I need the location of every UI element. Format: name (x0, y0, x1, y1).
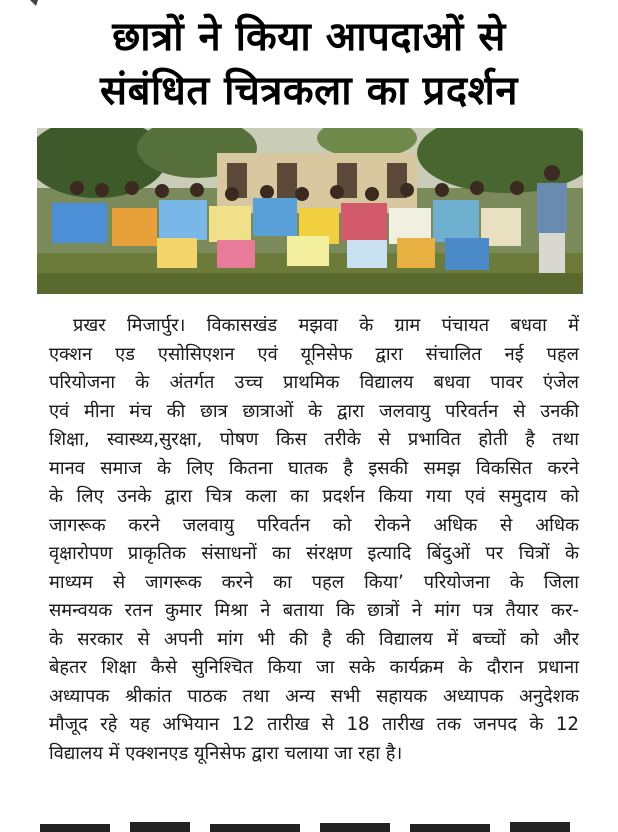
article-body-line: विद्यालय में एक्शनएड यूनिसेफ द्वारा चलाया जा रहा है। (49, 742, 403, 764)
article-body-line: के लिए उनके द्वारा चित्र कला का प्रदर्शन किया गया एवं समुदाय को (49, 486, 579, 507)
article-body-line: वृक्षारोपण प्राकृतिक संसाधनों का संरक्षण इत्यादि बिंदुओं पर चित्रों के (49, 543, 579, 564)
article-body-line: अध्यापक श्रीकांत पाठक तथा अन्य सभी सहायक अध्यापक अनुदेशक (49, 685, 579, 707)
article-body-line: माध्यम से जागरूक करने का पहल किया’ परियोजना के जिला (49, 571, 579, 593)
article-body-line: मानव समाज के लिए कितना घातक है इसकी समझ विकसित करने (49, 457, 579, 479)
article-body-line: प्रखर मिजार्पुर। विकासखंड मझवा के ग्राम पंचायत बधवा में (73, 315, 579, 336)
next-article-cutoff (0, 818, 618, 832)
article-body-line: के सरकार से अपनी मांग भी की है की विद्यालय में बच्चों को और (49, 628, 579, 650)
news-photo-students-with-paintings (37, 128, 583, 294)
corner-fragment-mark (0, 0, 48, 10)
article-body-line: एक्शन एड एसोसिएशन एवं यूनिसेफ द्वारा संचालित नई पहल (49, 343, 579, 365)
headline-line-2: संबंधित चित्रकला का प्रदर्शन (100, 68, 518, 114)
article-body-line: शिक्षा, स्वास्थ्य,सुरक्षा, पोषण किस तरीके से प्रभावित होती है तथा (49, 429, 579, 450)
article-body (49, 312, 579, 768)
article-body-line: मौजूद रहे यह अभियान 12 तारीख से 18 तारीख तक जनपद के 12 (49, 714, 579, 735)
article-body-line: बेहतर शिक्षा कैसे सुनिश्चित किया जा सके कार्यक्रम के दौरान प्रधाना (49, 657, 579, 678)
article-body-line: एवं मीना मंच की छात्र छात्राओं के द्वारा जलवायु परिवर्तन से उनकी (49, 400, 579, 422)
headline-line-1: छात्रों ने किया आपदाओं से (112, 14, 506, 60)
article-body-line: परियोजना के अंतर्गत उच्च प्राथमिक विद्यालय बधवा पावर एंजेल (49, 372, 579, 393)
article-body-line: समन्वयक रतन कुमार मिश्रा ने बताया कि छात्रों ने मांग पत्र तैयार कर- (49, 600, 579, 621)
article-body-line: जागरूक करने जलवायु परिवर्तन को रोकने अधिक से अधिक (49, 514, 579, 536)
